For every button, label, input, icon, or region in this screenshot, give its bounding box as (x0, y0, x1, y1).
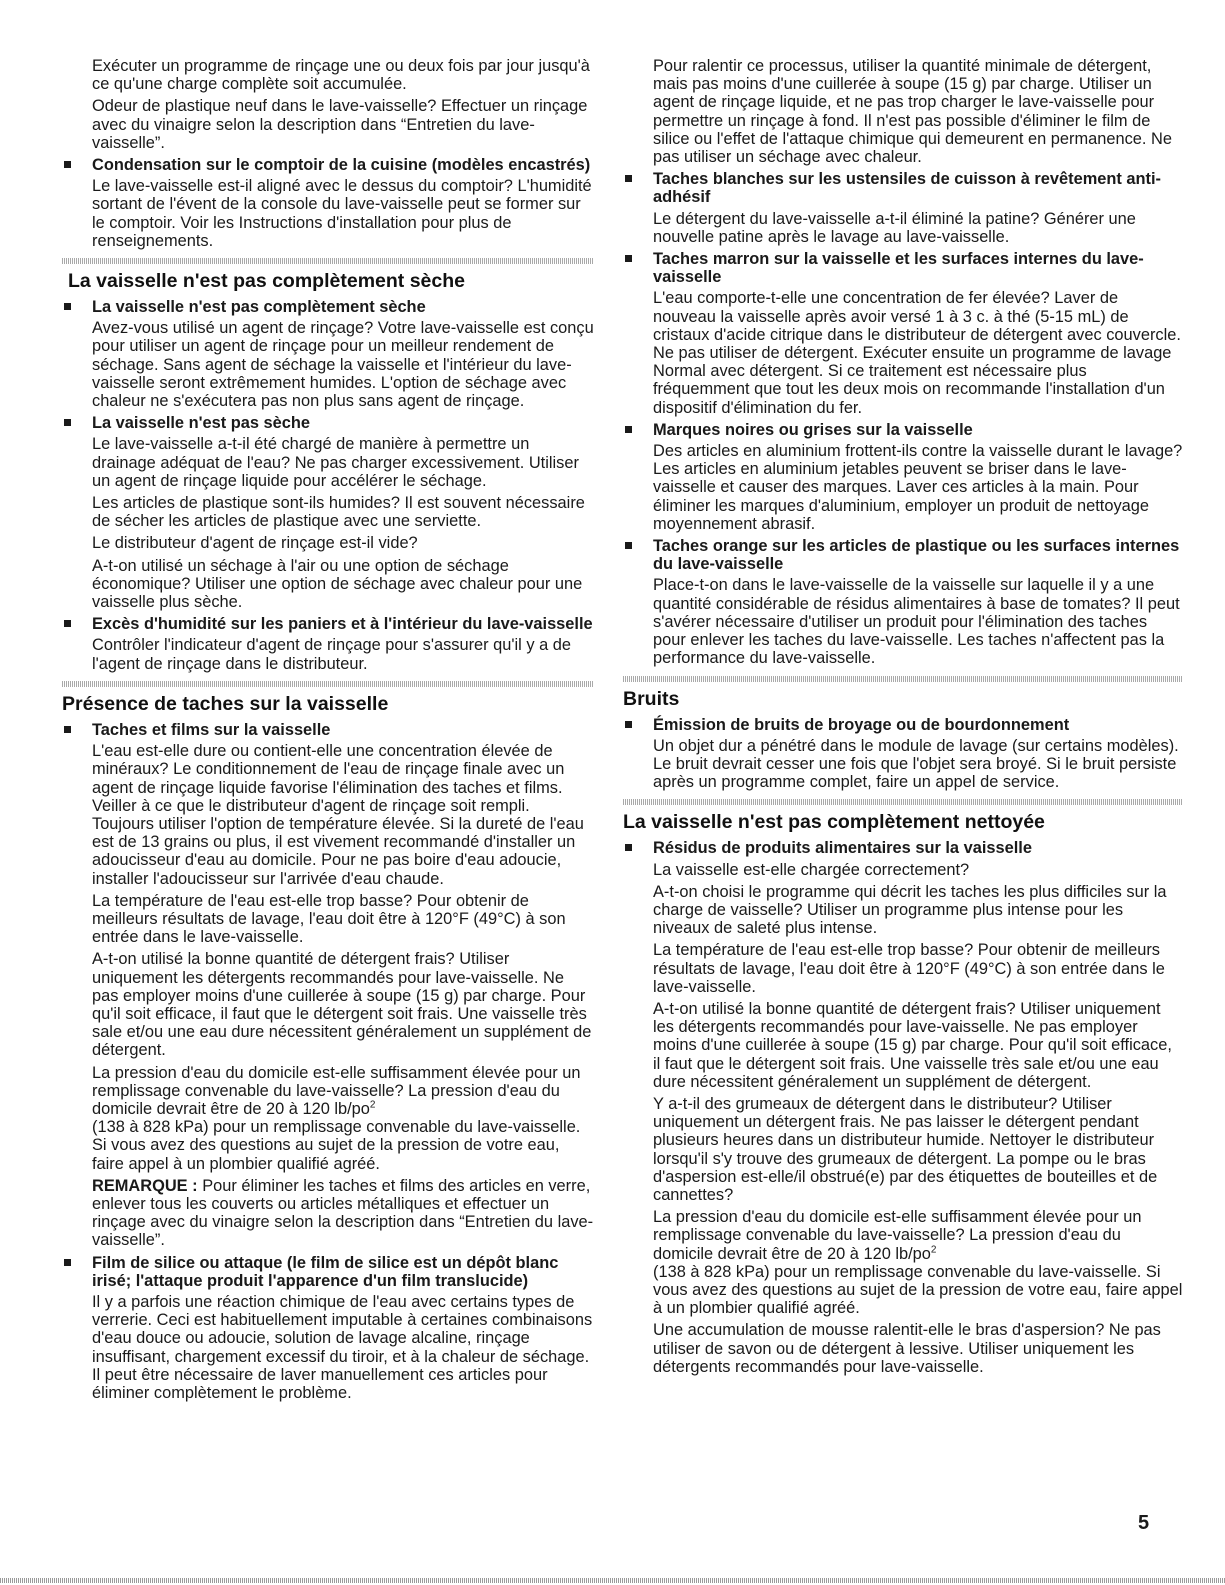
item-text: La température de l'eau est-elle trop basse? Pour obtenir de meilleurs résultats de lavage, l'eau doit être à 120°F (49°C) à son entrée dans le lave-vaisselle. (92, 891, 566, 947)
section-divider (62, 681, 594, 687)
list-item (62, 615, 594, 673)
item-text: Y a-t-il des grumeaux de détergent dans le distributeur? Utiliser uniquement un détergent frais. Ne pas laisser le détergent pendant plusieurs heures dans un distributeur humide. Nettoyer le distributeur lorsqu'il s'y trouve des grumeaux de détergent. La pompe ou le bras d'aspersion est-elle/il obstrué(e) par des étiquettes de bouteilles et de cannettes? (653, 1094, 1158, 1204)
list-item (623, 716, 1183, 792)
item-text: Le lave-vaisselle a-t-il été chargé de manière à permettre un drainage adéquat de l'eau? Ne pas charger excessivement. Utiliser un agent de rinçage liquide pour accélérer le séchage. (92, 435, 579, 490)
list-item (623, 250, 1183, 417)
item-heading: Taches et films sur la vaisselle (62, 721, 594, 739)
list-item (62, 414, 594, 611)
item-heading: La vaisselle n'est pas complètement sèche (62, 298, 594, 316)
bullet-icon (625, 844, 632, 851)
list-item (62, 298, 594, 410)
item-heading: Excès d'humidité sur les paniers et à l'intérieur du lave-vaisselle (62, 615, 594, 633)
item-text: Un objet dur a pénétré dans le module de lavage (sur certains modèles). Le bruit devrait cesser une fois que l'objet sera broyé. Si le bruit persiste après un programme complet, faire un appel de service. (653, 736, 1179, 792)
remark-label: REMARQUE : (92, 1176, 198, 1195)
item-text: L'eau comporte-t-elle une concentration de fer élevée? Laver de nouveau la vaisselle après avoir versé 1 à 3 c. à thé (5-15 mL) de cristaux d'acide citrique dans le distributeur de détergent avec couvercle. Ne pas utiliser de détergent. Exécuter ensuite un programme de lavage Normal avec détergent. Si ce traitement est nécessaire plus fréquemment que tout les deux mois on recommande l'installation d'un dispositif d'élimination du fer. (653, 289, 1181, 417)
intro-paragraph: Exécuter un programme de rinçage une ou deux fois par jour jusqu'à ce qu'une charge complète soit accumulée. (92, 57, 590, 94)
item-text: Le lave-vaisselle est-il aligné avec le dessus du comptoir? L'humidité sortant de l'évent de la console du lave-vaisselle peut se former sur le comptoir. Voir les Instructions d'installation pour plus de renseignements. (92, 177, 592, 250)
bullet-icon (64, 1259, 71, 1266)
item-text: La pression d'eau du domicile est-elle suffisamment élevée pour un remplissage convenable du lave-vaisselle? La pression d'eau du domicile devrait être de 20 à 120 $lb/po^2$ (138 à 828 kPa) pour un remplissage convenable du lave-vaisselle. Si vous avez des questions au sujet de la pression de votre eau, faire appel à un plombier qualifié agréé. (92, 1063, 581, 1173)
intro-paragraph: Pour ralentir ce processus, utiliser la quantité minimale de détergent, mais pas moins d'une cuillerée à soupe (15 g) par charge. Utiliser un agent de rinçage liquide, et ne pas trop charger le lave-vaisselle pour permettre un rinçage à fond. Il n'est pas possible d'éliminer le film de silice ou l'effet de l'attaque chimique qui demeurent en permanence. Ne pas utiliser un séchage avec chaleur. (653, 57, 1172, 167)
item-heading: Taches blanches sur les ustensiles de cuisson à revêtement anti-adhésif (623, 170, 1183, 206)
item-text: Des articles en aluminium frottent-ils contre la vaisselle durant le lavage? Les articles en aluminium jetables peuvent se briser dans le lave-vaisselle et causer des marques. Laver ces articles à la main. Pour éliminer les marques d'aluminium, employer un produit de nettoyage moyennement abrasif. (653, 442, 1183, 533)
item-text: Place-t-on dans le lave-vaisselle de la vaisselle sur laquelle il y a une quantité considérable de résidus alimentaires à base de tomates? Il peut s'avérer nécessaire d'utiliser un produit pour l'élimination des taches pour enlever les taches du lave-vaisselle. Les taches n'affectent pas la performance du lave-vaisselle. (653, 576, 1180, 668)
intro-paragraph: Odeur de plastique neuf dans le lave-vaisselle? Effectuer un rinçage avec du vinaigre selon la description dans “Entretien du lave-vaisselle”. (92, 97, 588, 152)
item-heading: La vaisselle n'est pas sèche (62, 414, 594, 432)
bullet-icon (64, 726, 71, 733)
bullet-icon (64, 161, 71, 168)
item-heading: Film de silice ou attaque (le film de silice est un dépôt blanc irisé; l'attaque produit l'apparence d'un film translucide) (62, 1254, 594, 1290)
list-item (62, 1254, 594, 1403)
bullet-icon (625, 542, 632, 549)
list-item (62, 721, 594, 1250)
list-item (623, 839, 1183, 1376)
bullet-icon (64, 620, 71, 627)
section-title: La vaisselle n'est pas complètement nettoyée (623, 811, 1045, 834)
bullet-icon (64, 419, 71, 426)
item-text: La pression d'eau du domicile est-elle suffisamment élevée pour un remplissage convenable du lave-vaisselle? La pression d'eau du domicile devrait être de 20 à 120 $lb/po^2$ (138 à 828 kPa) pour un remplissage convenable du lave-vaisselle. Si vous avez des questions au sujet de la pression de votre eau, faire appel à un plombier qualifié agréé. (653, 1208, 1183, 1318)
list-item (623, 537, 1183, 667)
section-divider (623, 676, 1183, 682)
section-divider (623, 799, 1183, 805)
list-item (62, 156, 594, 250)
bullet-icon (625, 721, 632, 728)
item-text: A-t-on choisi le programme qui décrit les taches les plus difficiles sur la charge de vaisselle? Utiliser un programme plus intense pour les niveaux de saleté plus intense. (653, 882, 1167, 938)
bottom-divider (0, 1578, 1225, 1583)
item-text: Le distributeur d'agent de rinçage est-il vide? (92, 534, 418, 553)
bullet-icon (64, 303, 71, 310)
item-text: A-t-on utilisé la bonne quantité de détergent frais? Utiliser uniquement les détergents recommandés pour lave-vaisselle. Ne pas employer moins d'une cuillerée à soupe (15 g) par charge. Pour qu'il soit efficace, il faut que le détergent soit frais. Une vaisselle très sale et/ou une eau dure nécessitent généralement un supplément de détergent. (92, 950, 592, 1060)
item-text: La température de l'eau est-elle trop basse? Pour obtenir de meilleurs résultats de lavage, l'eau doit être à 120°F (49°C) à son entrée dans le lave-vaisselle. (653, 941, 1165, 996)
bullet-icon (625, 426, 632, 433)
item-text: Contrôler l'indicateur d'agent de rinçage pour s'assurer qu'il y a de l'agent de rinçage dans le distributeur. (92, 636, 572, 673)
right-column (623, 57, 1183, 1380)
section-title: La vaisselle n'est pas complètement sèche (68, 270, 465, 293)
page-number: 5 (1138, 1512, 1150, 1534)
item-text: A-t-on utilisé la bonne quantité de détergent frais? Utiliser uniquement les détergents recommandés pour lave-vaisselle. Ne pas employer moins d'une cuillerée à soupe (15 g) par charge. Pour qu'il soit efficace, il faut que le détergent soit frais. Une vaisselle très sale et/ou une eau dure nécessitent généralement un supplément de détergent. (653, 999, 1172, 1091)
item-heading: Taches marron sur la vaisselle et les surfaces internes du lave-vaisselle (623, 250, 1183, 286)
bullet-icon (625, 175, 632, 182)
item-text: Il y a parfois une réaction chimique de l'eau avec certains types de verrerie. Ceci est habituellement imputable à certaines combinaisons d'eau douce ou adoucie, solution de lavage alcaline, rinçage insuffisant, chargement excessif du tiroir, et à la chaleur de séchage. Il peut être nécessaire de laver manuellement ces articles pour éliminer complètement le problème. (92, 1292, 593, 1402)
section-title: Bruits (623, 687, 680, 710)
left-column (62, 57, 594, 1406)
remark-paragraph: REMARQUE : Pour éliminer les taches et films des articles en verre, enlever tous les couverts ou articles métalliques et effectuer un rinçage avec du vinaigre selon la description dans “Entretien du lave-vaisselle”. (92, 1176, 594, 1250)
item-text: Les articles de plastique sont-ils humides? Il est souvent nécessaire de sécher les articles de plastique avec une serviette. (92, 494, 585, 531)
list-item (623, 421, 1183, 533)
item-text: Une accumulation de mousse ralentit-elle le bras d'aspersion? Ne pas utiliser de savon ou de détergent à lessive. Utiliser uniquement les détergents recommandés pour lave-vaisselle. (653, 1321, 1161, 1376)
section-title: Présence de taches sur la vaisselle (62, 692, 389, 715)
item-text: A-t-on utilisé un séchage à l'air ou une option de séchage économique? Utiliser une option de séchage avec chaleur pour une vaisselle plus sèche. (92, 556, 583, 612)
item-text: La vaisselle est-elle chargée correctement? (653, 860, 970, 879)
item-text: L'eau est-elle dure ou contient-elle une concentration élevée de minéraux? Le conditionnement de l'eau de rinçage finale avec un agent de rinçage liquide favorise l'élimination des taches et films. Veiller à ce que le distributeur d'agent de rinçage soit rempli. Toujours utiliser l'option de température élevée. Si la dureté de l'eau est de 13 grains ou plus, il est vivement recommandé d'installer un adoucisseur d'eau au domicile. Pour ne pas boire d'eau adoucie, installer l'adoucisseur sur l'arrivée d'eau chaude. (92, 742, 584, 888)
item-text: Avez-vous utilisé un agent de rinçage? Votre lave-vaisselle est conçu pour utiliser un agent de rinçage pour un meilleur rendement de séchage. Sans agent de séchage la vaisselle et l'intérieur du lave-vaisselle seront extrêmement humides. L'option de séchage avec chaleur ne s'exécutera pas non plus sans agent de rinçage. (92, 319, 594, 411)
item-heading: Taches orange sur les articles de plastique ou les surfaces internes du lave-vaisselle (623, 537, 1183, 573)
section-divider (62, 258, 594, 264)
bullet-icon (625, 255, 632, 262)
item-heading: Condensation sur le comptoir de la cuisine (modèles encastrés) (62, 156, 594, 174)
list-item (623, 170, 1183, 246)
item-heading: Résidus de produits alimentaires sur la vaisselle (623, 839, 1183, 857)
item-heading: Marques noires ou grises sur la vaisselle (623, 421, 1183, 439)
item-heading: Émission de bruits de broyage ou de bourdonnement (623, 716, 1183, 734)
item-text: Le détergent du lave-vaisselle a-t-il éliminé la patine? Générer une nouvelle patine après le lavage au lave-vaisselle. (653, 209, 1136, 246)
